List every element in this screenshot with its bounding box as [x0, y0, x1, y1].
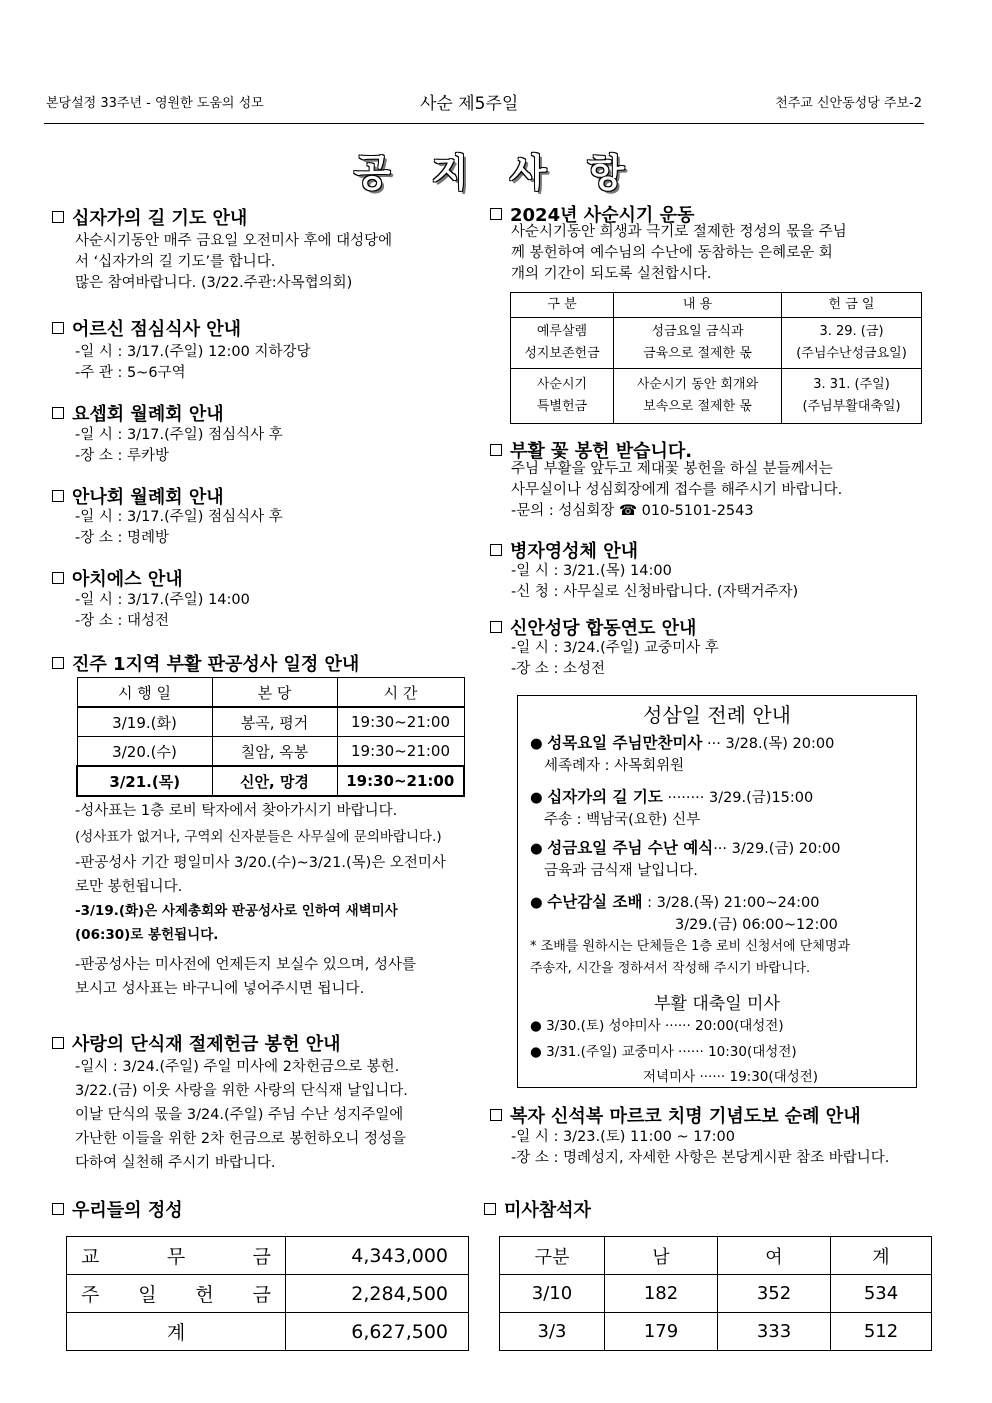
- table-cell: 봉곡, 평거: [212, 707, 337, 737]
- text-line: 사순시기동안 희생과 극기로 절제한 정성의 몫을 주님: [511, 224, 847, 240]
- section-body: [75, 590, 250, 632]
- table-cell: 19:30~21:00: [337, 766, 464, 796]
- list-item: 저녁미사 ······ 19:30(대성전): [643, 1069, 819, 1085]
- text-line: -장 소 : 소성전: [511, 661, 605, 677]
- item-time: ··· 3/29.(금) 20:00: [713, 841, 841, 857]
- table-header-cell: 구분: [500, 1237, 605, 1275]
- checkbox-icon: [52, 490, 64, 502]
- table-cell: 352: [718, 1275, 831, 1313]
- list-item: [530, 732, 834, 777]
- table-cell: 계: [67, 1313, 286, 1351]
- text-line: -3/19.(화)은 사제총회와 판공성사로 인하여 새벽미사: [75, 903, 398, 919]
- section-body: [75, 507, 283, 549]
- text-line: 가난한 이들을 위한 2차 헌금으로 봉헌하오니 정성을: [75, 1131, 407, 1147]
- text-line: -성사표는 1층 로비 탁자에서 찾아가시기 바랍니다.: [75, 803, 398, 819]
- section-body: [75, 1055, 408, 1175]
- easter-mass-title: 부활 대축일 미사: [654, 994, 780, 1014]
- checkbox-icon: [490, 621, 502, 633]
- text-line: -일 시 : 3/23.(토) 11:00 ~ 17:00: [511, 1129, 735, 1145]
- text-line: 3/22.(금) 이웃 사랑을 위한 사랑의 단식재 날입니다.: [75, 1083, 408, 1099]
- table-header-cell: 본 당: [212, 678, 337, 708]
- bullet-icon: ●: [530, 736, 543, 752]
- list-item: [530, 837, 841, 882]
- section-label: 미사참석자: [504, 1200, 591, 1221]
- cell-line: 금육으로 절제한 몫: [643, 346, 752, 361]
- table-cell: 19:30~21:00: [337, 737, 464, 767]
- checkbox-icon: [484, 1203, 496, 1215]
- section-title: [484, 1196, 591, 1222]
- checkbox-icon: [52, 1037, 64, 1049]
- section-label: 복자 신석복 마르코 치명 기념도보 순례 안내: [510, 1106, 861, 1127]
- item-detail: 세족례자 : 사목회위원: [544, 758, 685, 774]
- table-row: [500, 1313, 932, 1351]
- cell-line: 성금요일 금식과: [651, 324, 744, 339]
- list-item: [530, 786, 813, 831]
- item-title: 수난감실 조배: [547, 893, 643, 911]
- item-detail: 금육과 금식재 날입니다.: [544, 863, 698, 879]
- checkbox-icon: [52, 657, 64, 669]
- bullet-icon: ●: [530, 1018, 542, 1034]
- list-item: [530, 1041, 797, 1063]
- text-line: -일시 : 3/24.(주일) 주일 미사에 2차헌금으로 봉헌.: [75, 1059, 400, 1075]
- section-title: [490, 537, 638, 563]
- page-title: 공 지 사 항: [353, 151, 639, 195]
- lent-offering-table: [510, 292, 922, 424]
- table-cell: [782, 369, 922, 424]
- section-label: 십자가의 길 기도 안내: [72, 208, 248, 229]
- table-cell: 512: [831, 1313, 932, 1351]
- table-header-row: [77, 678, 464, 708]
- section-label: 병자영성체 안내: [510, 541, 638, 562]
- table-header-cell: 여: [718, 1237, 831, 1275]
- text-line: -일 시 : 3/24.(주일) 교중미사 후: [511, 640, 719, 656]
- item-time: ··· 3/28.(목) 20:00: [702, 736, 835, 752]
- cell-line: 사순시기 동안 회개와: [636, 377, 759, 392]
- triduum-title: 성삼일 전례 안내: [643, 703, 791, 727]
- text-line: 로만 봉헌됩니다.: [75, 879, 183, 895]
- table-cell: [614, 369, 782, 424]
- section-body: [75, 799, 473, 1001]
- section-title: [52, 204, 247, 230]
- table-cell: 3/10: [500, 1275, 605, 1313]
- section-label: 아치에스 안내: [72, 569, 183, 590]
- table-cell: [614, 318, 782, 369]
- text-line: -장 소 : 대성전: [75, 613, 169, 629]
- table-row: [500, 1275, 932, 1313]
- section-title: [52, 565, 183, 591]
- section-title: [52, 650, 359, 676]
- section-title: [52, 483, 224, 509]
- text-line: -일 시 : 3/17.(주일) 점심식사 후: [75, 509, 283, 525]
- text-line: -일 시 : 3/17.(주일) 14:00: [75, 592, 250, 608]
- text-line: -장 소 : 명례성지, 자세한 사항은 본당게시판 참조 바랍니다.: [511, 1150, 890, 1166]
- checkbox-icon: [52, 322, 64, 334]
- checkbox-icon: [52, 572, 64, 584]
- checkbox-icon: [490, 208, 502, 220]
- table-cell: 179: [605, 1313, 718, 1351]
- text-line: -신 청 : 사무실로 신청바랍니다. (자택거주자): [511, 584, 799, 600]
- cell-line: 3. 31. (주일): [813, 377, 890, 392]
- text-line: -주 관 : 5~6구역: [75, 365, 186, 381]
- text-line: 주송자, 시간을 정하셔서 작성해 주시기 바랍니다.: [530, 961, 811, 976]
- item-time: : 3/28.(목) 21:00~24:00: [642, 895, 820, 911]
- item-title: 십자가의 길 기도: [547, 788, 663, 806]
- text-line: 다하여 실천해 주시기 바랍니다.: [75, 1155, 276, 1171]
- table-header-cell: 남: [605, 1237, 718, 1275]
- section-label: 2024년 사순시기 운동: [510, 205, 695, 226]
- list-item: [530, 1015, 784, 1037]
- item-title: 성금요일 주님 수난 예식: [547, 839, 714, 857]
- table-header-cell: 내 용: [614, 293, 782, 318]
- section-body: [511, 561, 798, 603]
- section-title: [52, 1196, 183, 1222]
- table-cell: [511, 318, 614, 369]
- text-line: 주님 부활을 앞두고 제대꽃 봉헌을 하실 분들께서는: [511, 461, 833, 477]
- triduum-box: [517, 695, 917, 1088]
- text-line: -장 소 : 루카방: [75, 448, 169, 464]
- list-item: [530, 891, 838, 936]
- text-line: -판공성사 기간 평일미사 3/20.(수)~3/21.(목)은 오전미사: [75, 855, 446, 871]
- checkbox-icon: [52, 407, 64, 419]
- section-title: [52, 315, 241, 341]
- text-line: -장 소 : 명례방: [75, 530, 169, 546]
- section-label: 부활 꽃 봉헌 받습니다.: [510, 441, 693, 462]
- text-line: 많은 참여바랍니다. (3/22.주관:사목협의회): [75, 275, 353, 291]
- table-cell: 칠암, 옥봉: [212, 737, 337, 767]
- text-line: 보시고 성사표는 바구니에 넣어주시면 됩니다.: [75, 981, 365, 997]
- cell-line: (주님수난성금요일): [796, 346, 907, 361]
- header-right: 천주교 신안동성당 주보-2: [775, 96, 922, 111]
- checkbox-icon: [490, 1109, 502, 1121]
- table-row: [77, 737, 464, 767]
- cell-line: 사순시기: [536, 377, 588, 392]
- section-title: [52, 400, 224, 426]
- section-title: [490, 614, 696, 640]
- table-row: [67, 1275, 469, 1313]
- item-detail: 주송 : 백남국(요한) 신부: [544, 812, 701, 828]
- section-body: [75, 425, 283, 467]
- table-header-cell: 시 간: [337, 678, 464, 708]
- checkbox-icon: [490, 444, 502, 456]
- text-line: -일 시 : 3/17.(주일) 12:00 지하강당: [75, 344, 311, 360]
- cell-line: (주님부활대축일): [802, 399, 901, 414]
- table-row: [77, 707, 464, 737]
- item-detail: 3/29.(금) 06:00~12:00: [675, 917, 838, 933]
- text-line: 이날 단식의 몫을 3/24.(주일) 주님 수난 성지주일에: [75, 1107, 404, 1123]
- text-line: 개의 기간이 되도록 실천합시다.: [511, 266, 712, 282]
- section-body: [511, 1127, 889, 1169]
- text-line: 께 봉헌하여 예수님의 수난에 동참하는 은혜로운 회: [511, 245, 833, 261]
- item-text: 3/30.(토) 성야미사 ······ 20:00(대성전): [546, 1018, 784, 1034]
- section-body: [511, 638, 719, 680]
- item-text: 3/31.(주일) 교중미사 ······ 10:30(대성전): [546, 1044, 797, 1060]
- table-cell: 333: [718, 1313, 831, 1351]
- table-cell: 신안, 망경: [212, 766, 337, 796]
- section-label: 어르신 점심식사 안내: [72, 319, 242, 340]
- section-body: [511, 222, 847, 285]
- text-line: -판공성사는 미사전에 언제든지 보실수 있으며, 성사를: [75, 957, 417, 973]
- header-center: 사순 제5주일: [420, 94, 519, 114]
- text-line: -문의 : 성심회장 ☎ 010-5101-2543: [511, 503, 754, 519]
- confession-schedule-table: [76, 677, 465, 797]
- table-row: [67, 1237, 469, 1275]
- table-cell: 3/21.(목): [77, 766, 212, 796]
- table-cell: 3/3: [500, 1313, 605, 1351]
- text-line: -일 시 : 3/21.(목) 14:00: [511, 563, 672, 579]
- table-header-cell: 헌 금 일: [782, 293, 922, 318]
- item-time: ········ 3/29.(금)15:00: [662, 790, 814, 806]
- table-header-cell: 계: [831, 1237, 932, 1275]
- section-title: [490, 1102, 861, 1128]
- section-label: 요셉회 월례회 안내: [72, 404, 224, 425]
- section-label: 진주 1지역 부활 판공성사 일정 안내: [72, 654, 360, 675]
- text-line: (성사표가 없거나, 구역외 신자분들은 사무실에 문의바랍니다.): [75, 829, 442, 845]
- cell-line: 예루살렘: [536, 324, 588, 339]
- triduum-note: [530, 936, 850, 980]
- table-row: [511, 369, 922, 424]
- table-cell: 6,627,500: [286, 1313, 469, 1351]
- cell-line: 보속으로 절제한 몫: [643, 399, 752, 414]
- section-label: 신안성당 합동연도 안내: [510, 618, 697, 639]
- section-body: [75, 342, 311, 384]
- text-line: 사순시기동안 매주 금요일 오전미사 후에 대성당에: [75, 233, 393, 249]
- offering-table: [66, 1236, 469, 1351]
- item-title: 성목요일 주님만찬미사: [547, 734, 703, 752]
- table-row: [67, 1313, 469, 1351]
- section-body: [75, 231, 392, 294]
- table-row: [511, 318, 922, 369]
- text-line: * 조배를 원하시는 단체들은 1층 로비 신청서에 단체명과: [530, 939, 850, 954]
- text-line: 사무실이나 성심회장에게 접수를 해주시기 바랍니다.: [511, 482, 843, 498]
- table-row-highlight: [77, 766, 464, 796]
- text-line: 서 ‘십자가의 길 기도’를 합니다.: [75, 254, 276, 270]
- bullet-icon: ●: [530, 790, 543, 806]
- cell-line: 특별헌금: [536, 399, 588, 414]
- header-left: 본당설정 33주년 - 영원한 도움의 성모: [46, 96, 264, 111]
- table-header-cell: 구 분: [511, 293, 614, 318]
- header-rule: [44, 123, 924, 124]
- table-cell: 교 무 금: [67, 1237, 286, 1275]
- table-cell: 주 일 헌 금: [67, 1275, 286, 1313]
- text-line: -일 시 : 3/17.(주일) 점심식사 후: [75, 427, 283, 443]
- table-cell: 3/19.(화): [77, 707, 212, 737]
- cell-line: 3. 29. (금): [819, 324, 884, 339]
- section-body: [511, 459, 842, 522]
- table-cell: [511, 369, 614, 424]
- table-header-row: [500, 1237, 932, 1275]
- table-cell: 19:30~21:00: [337, 707, 464, 737]
- text-line: (06:30)로 봉헌됩니다.: [75, 927, 219, 943]
- table-header-row: [511, 293, 922, 318]
- checkbox-icon: [52, 1203, 64, 1215]
- section-label: 우리들의 정성: [72, 1200, 183, 1221]
- table-cell: 534: [831, 1275, 932, 1313]
- table-cell: 182: [605, 1275, 718, 1313]
- bullet-icon: ●: [530, 1044, 542, 1060]
- section-title: [52, 1030, 341, 1056]
- section-label: 안나회 월례회 안내: [72, 487, 224, 508]
- table-cell: [782, 318, 922, 369]
- checkbox-icon: [490, 544, 502, 556]
- table-cell: 3/20.(수): [77, 737, 212, 767]
- bullet-icon: ●: [530, 841, 543, 857]
- checkbox-icon: [52, 211, 64, 223]
- bullet-icon: ●: [530, 895, 543, 911]
- attendance-table: [499, 1236, 932, 1351]
- table-cell: 4,343,000: [286, 1237, 469, 1275]
- cell-line: 성지보존헌금: [524, 346, 600, 361]
- section-label: 사랑의 단식재 절제헌금 봉헌 안내: [72, 1034, 341, 1055]
- table-cell: 2,284,500: [286, 1275, 469, 1313]
- table-header-cell: 시 행 일: [77, 678, 212, 708]
